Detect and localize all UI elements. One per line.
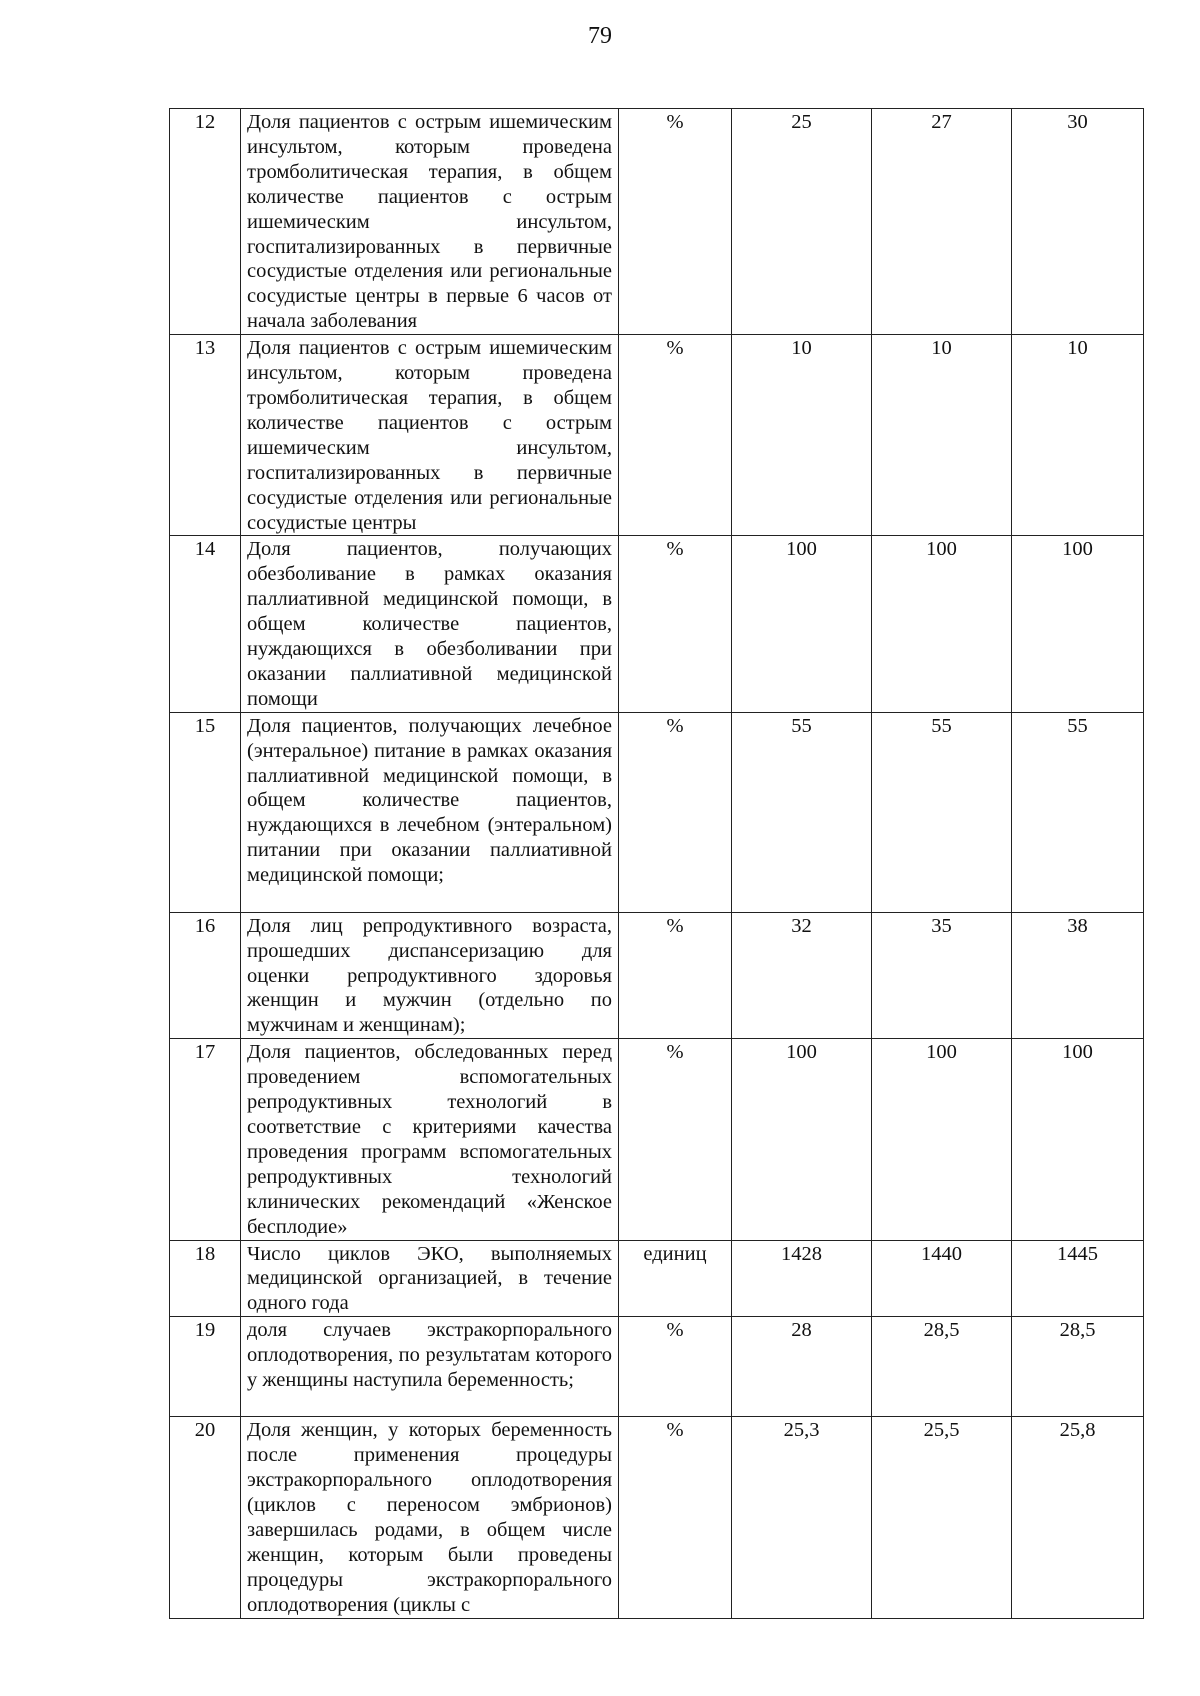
table-row [170,712,1144,912]
value-year-1: 55 [732,712,872,912]
row-number: 19 [170,1317,241,1417]
page-number: 79 [588,23,612,49]
table-row [170,536,1144,712]
indicator-description: Доля пациентов, получающих обезболивание в рамках оказания паллиативной медицинской помощи, в общем количестве пациентов, нуждающихся в обезболивании при оказании паллиативной медицинской помощи [241,536,619,712]
value-year-1: 1428 [732,1240,872,1317]
value-year-2: 1440 [872,1240,1012,1317]
value-year-2: 35 [872,912,1012,1039]
value-year-1: 32 [732,912,872,1039]
value-year-1: 25,3 [732,1417,872,1618]
row-number: 13 [170,335,241,536]
value-year-2: 55 [872,712,1012,912]
unit-cell: % [619,912,732,1039]
indicator-description: Доля пациентов, получающих лечебное (энтеральное) питание в рамках оказания паллиативной медицинской помощи, в общем количестве пациентов, нуждающихся в лечебном (энтеральном) питании при оказании паллиативной медицинской помощи; [241,712,619,912]
unit-cell: % [619,109,732,335]
value-year-3: 28,5 [1012,1317,1144,1417]
value-year-2: 100 [872,1039,1012,1240]
value-year-3: 25,8 [1012,1417,1144,1618]
indicators-table [169,108,1144,1619]
value-year-1: 28 [732,1317,872,1417]
unit-cell: % [619,1317,732,1417]
value-year-1: 100 [732,1039,872,1240]
value-year-3: 30 [1012,109,1144,335]
row-number: 15 [170,712,241,912]
value-year-3: 100 [1012,1039,1144,1240]
value-year-1: 100 [732,536,872,712]
table-row [170,1039,1144,1240]
table-row [170,1240,1144,1317]
value-year-3: 1445 [1012,1240,1144,1317]
value-year-3: 100 [1012,536,1144,712]
table-row [170,335,1144,536]
value-year-3: 10 [1012,335,1144,536]
unit-cell: % [619,712,732,912]
table-row [170,109,1144,335]
row-number: 16 [170,912,241,1039]
unit-cell: % [619,1417,732,1618]
row-number: 12 [170,109,241,335]
indicator-description: доля случаев экстракорпорального оплодотворения, по результатам которого у женщины наступила беременность; [241,1317,619,1417]
value-year-1: 10 [732,335,872,536]
value-year-2: 25,5 [872,1417,1012,1618]
value-year-2: 28,5 [872,1317,1012,1417]
unit-cell: % [619,335,732,536]
indicator-description: Доля пациентов, обследованных перед проведением вспомогательных репродуктивных технологий в соответствие с критериями качества проведения программ вспомогательных репродуктивных технологий клинических рекомендаций «Женское бесплодие» [241,1039,619,1240]
table-row [170,1417,1144,1618]
value-year-2: 10 [872,335,1012,536]
value-year-2: 100 [872,536,1012,712]
unit-cell: % [619,1039,732,1240]
row-number: 17 [170,1039,241,1240]
row-number: 14 [170,536,241,712]
unit-cell: единиц [619,1240,732,1317]
table-row [170,1317,1144,1417]
row-number: 18 [170,1240,241,1317]
value-year-1: 25 [732,109,872,335]
value-year-3: 38 [1012,912,1144,1039]
table-row [170,912,1144,1039]
indicator-description: Доля женщин, у которых беременность после применения процедуры экстракорпорального оплодотворения (циклов с переносом эмбрионов) завершилась родами, в общем числе женщин, которым были проведены процедуры экстракорпорального оплодотворения (циклы с [241,1417,619,1618]
indicator-description: Доля пациентов с острым ишемическим инсультом, которым проведена тромболитическая терапия, в общем количестве пациентов с острым ишемическим инсультом, госпитализированных в первичные сосудистые отделения или региональные сосудистые центры в первые 6 часов от начала заболевания [241,109,619,335]
value-year-2: 27 [872,109,1012,335]
value-year-3: 55 [1012,712,1144,912]
indicator-description: Доля лиц репродуктивного возраста, прошедших диспансеризацию для оценки репродуктивного здоровья женщин и мужчин (отдельно по мужчинам и женщинам); [241,912,619,1039]
indicator-description: Доля пациентов с острым ишемическим инсультом, которым проведена тромболитическая терапия, в общем количестве пациентов с острым ишемическим инсультом, госпитализированных в первичные сосудистые отделения или региональные сосудистые центры [241,335,619,536]
unit-cell: % [619,536,732,712]
row-number: 20 [170,1417,241,1618]
indicator-description: Число циклов ЭКО, выполняемых медицинской организацией, в течение одного года [241,1240,619,1317]
